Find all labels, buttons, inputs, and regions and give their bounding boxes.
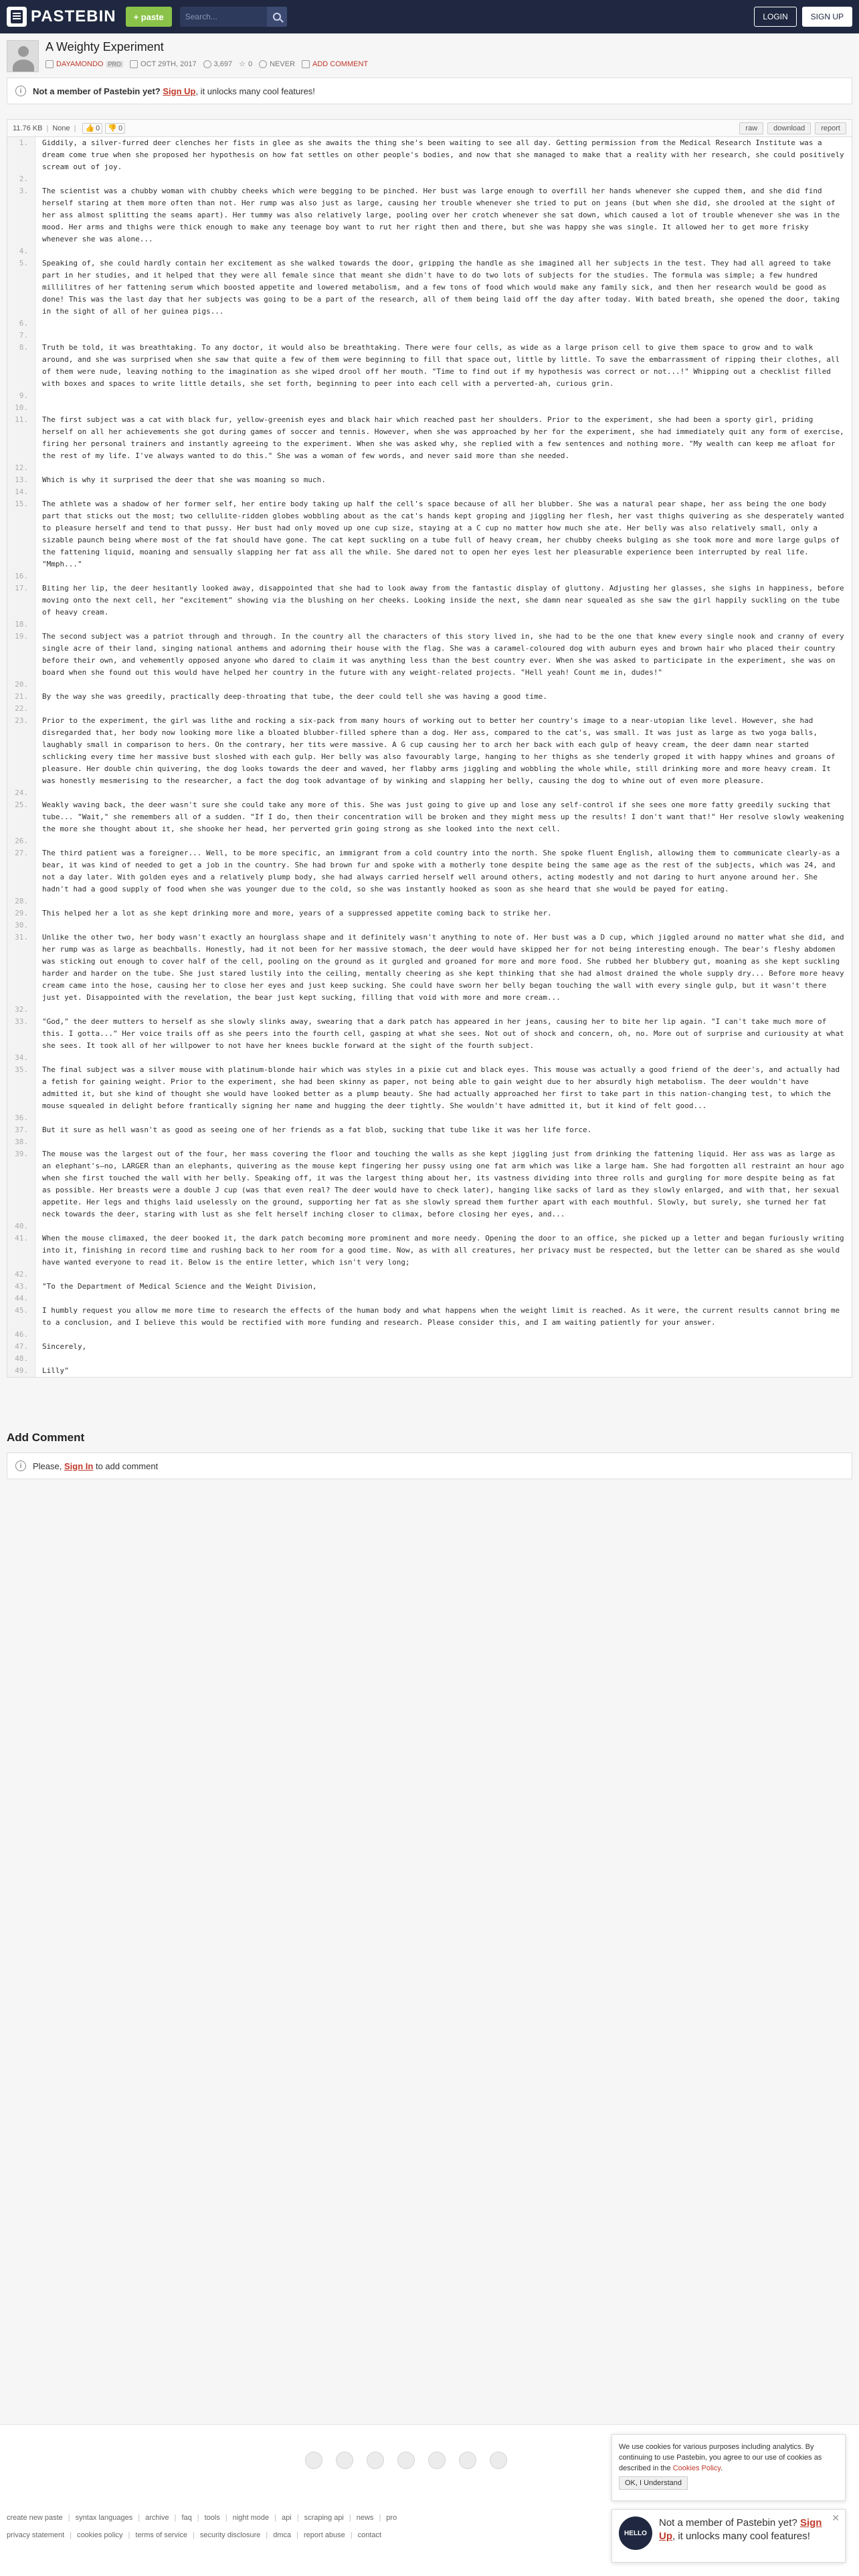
line-text xyxy=(35,330,852,342)
code-line xyxy=(7,173,852,185)
line-number: 19. xyxy=(7,631,35,679)
line-number: 26. xyxy=(7,835,35,847)
line-text: The athlete was a shadow of her former self, her entire body taking up half the cell's space because of all her blubber. She was a natural pear shape, her ass being the one body part that sticks out the most; two cellulite-ridden globes wobbling about as the cat's hands kept groping and jiggling her flesh, her vast thighs quivering as she desperately wanted to pleasure herself and tend to that pussy. Her bust had only moved up one cup size, staying at a C cup no matter how much she ate. Her belly was also relatively small, only a sizable paunch being where most of the fat should have gone. The cat kept suckling on a tube full of heavy cream, her chubby cheeks bulging as she took more and more large gulps of the fattening liquid, moaning and sensually slapping her fat ass all the while. She dared not to open her eyes lest her pleasurable experience been interrupted by real life. "Mmph..." xyxy=(42,500,849,568)
windows-icon[interactable] xyxy=(397,2452,415,2469)
line-number: 35. xyxy=(7,1064,35,1112)
footer-link[interactable]: news xyxy=(356,2514,374,2522)
line-text xyxy=(35,462,852,474)
line-text: Lilly" xyxy=(42,1366,69,1375)
code-line xyxy=(7,895,852,907)
like-button[interactable]: 👍 0 xyxy=(82,123,102,134)
paste-date: OCT 29TH, 2017 xyxy=(140,60,197,68)
search-box[interactable] xyxy=(180,7,287,27)
line-text: When the mouse climaxed, the deer booked it, the dark patch becoming more prominent and more needy. Opening the door to an office, she picked up a letter and began furiously writing into it, finishing in record time and rushing back to her room for a good time. Now, as with all creatures, her privacy must be respected, but the letter can be shared as she would have wanted everyone to read it. Below is the entire letter, which isn't very long; xyxy=(42,1234,849,1267)
line-text: The third patient was a foreigner... Well, to be more specific, an immigrant from a cold country into the north. She spoke fluent English, allowing them to communicate clearly-as a bear, it was kind of needed to get a job in the country. She had brown fur and spoke with a motherly tone despite being the same age as the rest of the subjects, which was 24, and not a day later. With golden eyes and a relatively plump body, she had always carried herself well around others, acting modestly and not daring to hurt anyone around her. She hadn't had a good supply of food when she was younger due to the cold, so she was instantly hooked as soon as she heard that she would be payed for eating. xyxy=(42,849,844,893)
line-number: 9. xyxy=(7,390,35,402)
info-icon: i xyxy=(15,86,26,96)
code-line xyxy=(7,691,852,703)
line-text: The first subject was a cat with black fur, yellow-greenish eyes and black hair which reached past her shoulders. Prior to the experiment, she had been a sporty girl, priding herself on all her achievements she got during games of soccer and tennis. However, when she was approached by her for the experiment, she had immediately quit any form of exercise, firing her personal trainers and instantly agreeing to the experiment. When she was asked why, she replied with a few sentences and nothing more. "My wealth can keep me afloat for the rest of my life. I've always wanted to do this." She was a woman of few words, and never said more than she needed. xyxy=(42,415,849,460)
member-notice xyxy=(7,78,852,104)
paste-code xyxy=(7,119,852,1378)
close-icon[interactable]: ✕ xyxy=(832,2512,840,2523)
line-number: 42. xyxy=(7,1269,35,1281)
code-line xyxy=(7,257,852,318)
line-number: 38. xyxy=(7,1136,35,1148)
code-line xyxy=(7,1148,852,1220)
comment-rest: to add comment xyxy=(95,1461,159,1471)
footer-link[interactable]: tools xyxy=(204,2514,220,2522)
line-text xyxy=(35,402,852,414)
code-line xyxy=(7,932,852,1004)
code-line xyxy=(7,318,852,330)
line-text: Weakly waving back, the deer wasn't sure she could take any more of this. She was just going to give up and lose any self-control if she sees one more fatty greedily sucking that tube... "Wait," she remembers all of a sudden. "If I do, then their concentration will be broken and they might mess up the results! I don't want that!" Her resolve slowly weakening the more she thought about it, she shooke her head, her perverted grin going strong as she looked into the next cell. xyxy=(42,800,849,833)
line-text xyxy=(35,1293,852,1305)
line-text xyxy=(35,1052,852,1064)
notice-strong: Not a member of Pastebin yet? xyxy=(33,86,161,96)
hello-badge: HELLO xyxy=(619,2516,652,2550)
search-input[interactable]: Search... xyxy=(185,12,217,21)
footer-links: create new paste | syntax languages | archive | faq | tools | night mode | api | scraping api | news | pro privacy statement | cookies policy | terms of service | security disclosure | dmca | report abuse | contact xyxy=(7,2514,397,2539)
cookies-policy-link[interactable]: Cookies Policy xyxy=(672,2464,721,2472)
report-button[interactable]: report xyxy=(815,122,846,134)
add-comment-link[interactable]: ADD COMMENT xyxy=(312,60,369,68)
pastebin-logo-icon xyxy=(7,7,27,27)
code-toolbar: 11.76 KB | None | 👍 0 👎 0 raw download report xyxy=(7,120,852,137)
code-line xyxy=(7,1365,852,1377)
line-text: Speaking of, she could hardly contain her excitement as she walked towards the door, gripping the handle as she imagined all her subjects in the test. They had all agreed to take part in her studies, and it helped that they were all female since that meant she didn't have to do two lots of subjects for the studies. The formula was simple; a few hundred millilitres of her fattening serum which boosted appetite and lowered metabolism, and a few tons of food which would make any family sick, and then her research would be good as done! This was the last day that her subjects was going to be a part of the research, all of them being laid off the day after today. With bated breath, she opened the door, taking in the sight of all of her guinea pigs... xyxy=(42,259,844,316)
dislike-button[interactable]: 👎 0 xyxy=(105,123,125,134)
code-line xyxy=(7,390,852,402)
code-line xyxy=(7,847,852,895)
line-text xyxy=(35,1353,852,1365)
paste-title: A Weighty Experiment xyxy=(45,40,164,53)
line-text: Biting her lip, the deer hesitantly looked away, disappointed that she had to look away from the fantastic display of gluttony. Adjusting her glasses, she sighs in happiness, before moving onto the next cell, her "excitement" showing via the blushing on her cheeks. Looking inside the next, she damn near squealed as she saw the girl happily suckling on the tube of heavy cream. xyxy=(42,584,849,617)
line-number: 3. xyxy=(7,185,35,245)
vivaldi-icon[interactable] xyxy=(490,2452,507,2469)
code-line xyxy=(7,1052,852,1064)
line-number: 20. xyxy=(7,679,35,691)
paste-syntax[interactable]: None xyxy=(52,124,70,132)
code-line xyxy=(7,1232,852,1269)
code-line xyxy=(7,137,852,173)
code-line xyxy=(7,1293,852,1305)
line-number: 27. xyxy=(7,847,35,895)
line-number: 2. xyxy=(7,173,35,185)
line-text: "To the Department of Medical Science and the Weight Division, xyxy=(42,1282,317,1291)
line-text: I humbly request you allow me more time to research the effects of the human body and what happens when the weight limit is reached. As it were, the current results cannot bring me to a conclusion, and I believe this would be rectified with more funding and research. Please consider this, and I am waiting patiently for your answer. xyxy=(42,1306,844,1327)
line-text xyxy=(35,703,852,715)
line-text: By the way she was greedily, practically deep-throating that tube, the deer could tell she was having a good time. xyxy=(42,692,547,701)
code-line xyxy=(7,582,852,619)
add-comment-heading: Add Comment xyxy=(7,1431,85,1444)
code-line xyxy=(7,245,852,257)
chrome-icon[interactable] xyxy=(305,2452,322,2469)
line-number: 6. xyxy=(7,318,35,330)
line-number: 46. xyxy=(7,1329,35,1341)
star-count: 0 xyxy=(248,60,253,68)
footer-link[interactable]: dmca xyxy=(273,2531,292,2539)
line-number: 32. xyxy=(7,1004,35,1016)
footer-link[interactable]: create new paste xyxy=(7,2514,63,2522)
line-number: 40. xyxy=(7,1220,35,1232)
line-text: Unlike the other two, her body wasn't exactly an hourglass shape and it definitely wasn't anything to note of. Her bust was a D cup, which jiggled around no matter what she did, and her rump was as large as beachballs. Honestly, had it not been for her massive stomach, the deer would have skipped her for not being interesting enough. The bear's fleshy abdomen was sticking out enough to cover half of the cell, pooling on the ground as it gurgled and groaned for more and more food. She rubbed her blubbery gut, moaning as she kept suckling harder and harder on the tube. She just stared lustily into the ceiling, mentally cheering as she kept thinking that she had almost drained the whole supply dry... Before more heavy cream came into the hose, causing her to close her eyes and just keep sucking. She could have sworn her belly began touching the wall with every single gulp, but it wasn't there just yet. Disappointed with the revelation, the bear just kept sucking, filling that void with more and more cream... xyxy=(42,933,849,1002)
star-icon[interactable]: ☆ xyxy=(239,60,246,68)
paste-size: 11.76 KB xyxy=(13,124,43,132)
signup-link[interactable]: Sign Up xyxy=(163,86,196,96)
signin-link[interactable]: Sign In xyxy=(64,1461,94,1471)
code-line xyxy=(7,1124,852,1136)
cookie-text: We use cookies for various purposes including analytics. By continuing to use Pastebin, you agree to our use of cookies as described in the xyxy=(619,2443,822,2472)
code-line xyxy=(7,907,852,920)
line-number: 44. xyxy=(7,1293,35,1305)
footer-link[interactable]: contact xyxy=(357,2531,382,2539)
cookie-banner: We use cookies for various purposes including analytics. By continuing to use Pastebin, you agree to our use of cookies as described in the Cookies Policy. OK, I Understand xyxy=(611,2434,846,2501)
code-line xyxy=(7,1305,852,1329)
line-number: 7. xyxy=(7,330,35,342)
line-text: But it sure as hell wasn't as good as seeing one of her friends as a fat blob, sucking that tube like it was her life force. xyxy=(42,1125,592,1134)
line-number: 43. xyxy=(7,1281,35,1293)
notice-rest: , it unlocks many cool features! xyxy=(195,86,315,96)
user-icon xyxy=(45,60,54,68)
footer-link[interactable]: pro xyxy=(386,2514,397,2522)
code-line xyxy=(7,787,852,799)
line-number: 48. xyxy=(7,1353,35,1365)
signup-button[interactable]: SIGN UP xyxy=(802,7,852,27)
line-number: 33. xyxy=(7,1016,35,1052)
line-text xyxy=(35,1004,852,1016)
app-icons xyxy=(305,2452,507,2469)
thumb-down-icon: 👎 xyxy=(108,124,117,132)
line-text xyxy=(35,1329,852,1341)
code-line xyxy=(7,1016,852,1052)
code-line xyxy=(7,1281,852,1293)
line-text xyxy=(35,570,852,582)
logo-text: PASTEBIN xyxy=(31,7,116,25)
code-line xyxy=(7,703,852,715)
line-text: "God," the deer mutters to herself as she slowly slinks away, swearing that a dark patch has appeared in her jeans, causing her to bite her lip again. "I can't take much more of this. I gotta..." Her voice trails off as she peers into the fourth cell, gasping at what she sees. Not out of shock and concern, oh, no. More out of surprise and curiousity at what she sees. It took all of her willpower to not have her knees buckle forward at the sight of the fourth subject. xyxy=(42,1017,849,1050)
code-line xyxy=(7,920,852,932)
line-number: 17. xyxy=(7,582,35,619)
code-line xyxy=(7,1341,852,1353)
download-button[interactable]: download xyxy=(767,122,811,134)
code-lines xyxy=(7,137,852,1377)
opera-icon[interactable] xyxy=(459,2452,476,2469)
line-text: Which is why it surprised the deer that she was moaning so much. xyxy=(42,475,326,484)
thumb-up-icon: 👍 xyxy=(85,124,95,132)
cookie-ok-button[interactable]: OK, I Understand xyxy=(619,2476,688,2490)
line-text xyxy=(35,318,852,330)
footer-link[interactable]: privacy statement xyxy=(7,2531,65,2539)
code-line xyxy=(7,619,852,631)
code-line xyxy=(7,679,852,691)
code-line xyxy=(7,414,852,462)
code-line xyxy=(7,570,852,582)
line-text xyxy=(35,1112,852,1124)
footer-link[interactable]: terms of service xyxy=(135,2531,188,2539)
expiry: NEVER xyxy=(270,60,296,68)
line-number: 41. xyxy=(7,1232,35,1269)
footer-link[interactable]: faq xyxy=(181,2514,192,2522)
code-line xyxy=(7,462,852,474)
footer-link[interactable]: scraping api xyxy=(304,2514,344,2522)
promo-signup-link[interactable]: Sign Up xyxy=(659,2517,822,2542)
code-line xyxy=(7,715,852,787)
line-number: 12. xyxy=(7,462,35,474)
code-line xyxy=(7,185,852,245)
code-line xyxy=(7,1220,852,1232)
code-line xyxy=(7,1004,852,1016)
paste-info xyxy=(0,33,859,74)
footer-link[interactable]: report abuse xyxy=(304,2531,345,2539)
line-text xyxy=(35,835,852,847)
line-number: 21. xyxy=(7,691,35,703)
new-paste-button[interactable]: + paste xyxy=(126,7,172,27)
code-line xyxy=(7,402,852,414)
line-text xyxy=(35,1136,852,1148)
line-text xyxy=(35,895,852,907)
line-text: Sincerely, xyxy=(42,1342,87,1351)
login-button[interactable]: LOGIN xyxy=(754,7,796,27)
promo-text: Not a member of Pastebin yet? Sign Up, it unlocks many cool features! xyxy=(659,2517,822,2542)
footer-link[interactable]: night mode xyxy=(232,2514,270,2522)
eye-icon xyxy=(203,60,211,68)
code-line xyxy=(7,1329,852,1341)
line-number: 37. xyxy=(7,1124,35,1136)
line-number: 39. xyxy=(7,1148,35,1220)
ios-icon[interactable] xyxy=(367,2452,384,2469)
line-number: 24. xyxy=(7,787,35,799)
top-header xyxy=(0,0,859,33)
line-text: The final subject was a silver mouse with platinum-blonde hair which was styles in a pixie cut and black eyes. This mouse was actually a good friend of the deer's, and actually had a fetish for gaining weight. Prior to the experiment, she had been skinny as paper, not being able to gain weight due to her absurdly high metabolism. The deer wouldn't have admitted it, but she kind of thought she would have looked better as a plump beauty. She had actually approached her first to take part in this nation-changing test, to which the mouse squealed in delight before frantically signing her name and hugging the deer tightly. She wouldn't have admitted it, but it kind of felt good... xyxy=(42,1065,844,1110)
footer-link[interactable]: api xyxy=(282,2514,292,2522)
pro-badge: PRO xyxy=(106,61,124,68)
search-icon xyxy=(273,13,281,21)
info-icon: i xyxy=(15,1461,26,1471)
footer-link[interactable]: syntax languages xyxy=(75,2514,133,2522)
line-text: The scientist was a chubby woman with chubby cheeks which were begging to be pinched. Her bust was large enough to overfill her hands whenever she cupped them, and she did find herself staring at them more often than not. Her rump was also just as large, causing her trouble whenever she tried to put on jeans (but when she did, she drooled at the sight of her ass almost splitting the seams apart). Her tummy was also relatively large, pooling over her crotch whenever she sat down, which caused a lot of trouble whenever she was in the mood. Her arms and thighs were thick enough to make any teenage boy want to rut her right then and there, but she was happy she was single. It allowed her to get more frisky whenever she was alone... xyxy=(42,187,844,243)
code-line xyxy=(7,1112,852,1124)
line-text: Giddily, a silver-furred deer clenches her fists in glee as she awaits the thing she's been waiting to see all day. Getting permission from the Medical Research Institute was a dream come true when she proposed her hypothesis on how fat settles on other people's bodies, and now that she managed to make that a reality with her research, she could positively scream out of joy. xyxy=(42,138,849,171)
line-number: 10. xyxy=(7,402,35,414)
line-number: 16. xyxy=(7,570,35,582)
code-line xyxy=(7,1353,852,1365)
avatar[interactable] xyxy=(7,40,39,72)
line-number: 11. xyxy=(7,414,35,462)
code-line xyxy=(7,474,852,486)
line-text: Prior to the experiment, the girl was lithe and rocking a six-pack from many hours of working out to better her country's image to a near-utopian like level. However, she had disregarded that, her body now looking more like a bloated blubber-filled sphere than a dog. Her ass, compared to the cat's, was small. It was just as large as two yoga balls, laughably small in comparison to hers. On the contrary, her tits were massive. A G cup causing her to arch her back with each gulp of heavy cream, the deer damn near started schlicking every time her massive bust sloshed with each gulp. Her belly was also favourably large, hanging to her thighs as she tenderly groped it with happy whines and groans of pleasure. Her double chin quivering, the dog looks towards the deer and waved, her flabby arms jiggling and wobbling the whole while, still drinking more and more heavy cream. It was honestly mesmerising to the researcher, a fact the dog took advantage of by winking and slapping her belly, causing the dog to whine out of even more pleasure. xyxy=(42,716,840,785)
calendar-icon xyxy=(130,60,138,68)
view-count: 3,697 xyxy=(213,60,233,68)
line-number: 31. xyxy=(7,932,35,1004)
android-icon[interactable] xyxy=(428,2452,446,2469)
line-text: This helped her a lot as she kept drinking more and more, years of a suppressed appetite coming back to strike her. xyxy=(42,909,552,918)
code-line xyxy=(7,1136,852,1148)
line-number: 25. xyxy=(7,799,35,835)
comment-notice xyxy=(7,1453,852,1479)
line-number: 34. xyxy=(7,1052,35,1064)
line-number: 5. xyxy=(7,257,35,318)
line-number: 30. xyxy=(7,920,35,932)
line-text xyxy=(35,619,852,631)
firefox-icon[interactable] xyxy=(336,2452,353,2469)
code-line xyxy=(7,1064,852,1112)
line-number: 1. xyxy=(7,137,35,173)
comment-icon xyxy=(302,60,310,68)
line-text xyxy=(35,920,852,932)
line-text xyxy=(35,245,852,257)
footer-link[interactable]: archive xyxy=(145,2514,169,2522)
footer-link[interactable]: security disclosure xyxy=(199,2531,261,2539)
paste-meta xyxy=(45,60,368,68)
line-number: 29. xyxy=(7,907,35,920)
code-line xyxy=(7,342,852,390)
line-number: 15. xyxy=(7,498,35,570)
line-number: 47. xyxy=(7,1341,35,1353)
line-number: 18. xyxy=(7,619,35,631)
raw-button[interactable]: raw xyxy=(739,122,763,134)
search-button[interactable] xyxy=(267,7,287,27)
line-text: The mouse was the largest out of the four, her mass covering the floor and touching the walls as she kept jiggling just from drinking the fattening liquid. Her ass was as large as an elephant's—no, LARGER than an elephants, quivering as the mouse kept fingering her pussy using one fat arm which was like a large ham. She had forgotten all restraint an hour ago when she first touched the wall with her belly. Speaking off, it was the largest thing about her, its vastness dividing into three rolls and gurgling for more despite being as fat as possible. Her breasts were a double J cup (was that even real? The deer would have to check later), hanging like sacks of lard as they slowly enlarged, and with that, her sexual appetite. Her legs and thighs laid uselessly on the ground, supporting her fat as she slowly spread them further apart with each mouthful. Slowly, but surely, she turned her fat neck towards the deer, staring with lust as she felt herself inching closer to climax, before closing her eyes, and... xyxy=(42,1150,849,1218)
code-line xyxy=(7,330,852,342)
clock-icon xyxy=(259,60,267,68)
line-number: 36. xyxy=(7,1112,35,1124)
line-number: 49. xyxy=(7,1365,35,1377)
signup-promo xyxy=(611,2509,846,2563)
line-text xyxy=(35,390,852,402)
code-line xyxy=(7,631,852,679)
author-link[interactable]: DAYAMONDO xyxy=(56,60,104,68)
line-text xyxy=(35,787,852,799)
line-number: 22. xyxy=(7,703,35,715)
line-number: 4. xyxy=(7,245,35,257)
line-text xyxy=(35,173,852,185)
line-text xyxy=(35,679,852,691)
line-text: Truth be told, it was breathtaking. To any doctor, it would also be breathtaking. There were four cells, as wide as a large prison cell to give them space to grow and to walk around, and she was surprised when she saw that quite a few of them were beginning to fill that space out, little by little. To save the embarrassment of ripping their clothes, all of them were nude, leaving nothing to the imagination as she wiped drool off her mouth. "Time to find out if my hypothesis was correct or not...!" Whipping out a checklist filled with boxes and spaces to write little details, she set forth, beginning to peer into each cell with a perverted-ah, curious grin. xyxy=(42,343,844,388)
code-line xyxy=(7,835,852,847)
line-text xyxy=(35,1220,852,1232)
line-text xyxy=(35,486,852,498)
footer-link[interactable]: cookies policy xyxy=(77,2531,123,2539)
line-text xyxy=(35,1269,852,1281)
line-number: 23. xyxy=(7,715,35,787)
line-number: 8. xyxy=(7,342,35,390)
line-number: 28. xyxy=(7,895,35,907)
comment-please: Please, xyxy=(33,1461,62,1471)
line-number: 13. xyxy=(7,474,35,486)
code-line xyxy=(7,1269,852,1281)
line-number: 45. xyxy=(7,1305,35,1329)
line-number: 14. xyxy=(7,486,35,498)
logo[interactable] xyxy=(7,7,116,27)
code-line xyxy=(7,486,852,498)
code-line xyxy=(7,799,852,835)
line-text: The second subject was a patriot through and through. In the country all the characters of this story lived in, she had to be the one that knew every single nook and cranny of every single acre of their land, singing national anthems and adorning their house with the flag. She was a caramel-coloured dog with auburn eyes and brown hair who placed their country before their own, and vehemently opposed anyone who dared to claim it was anything less than the best country ever. When she was asked to participate in the experiment, she was on board when she found out this would have helped her country in the future with any weight-related projects. "Hell yeah! Count me in, dudes!" xyxy=(42,632,849,677)
code-line xyxy=(7,498,852,570)
